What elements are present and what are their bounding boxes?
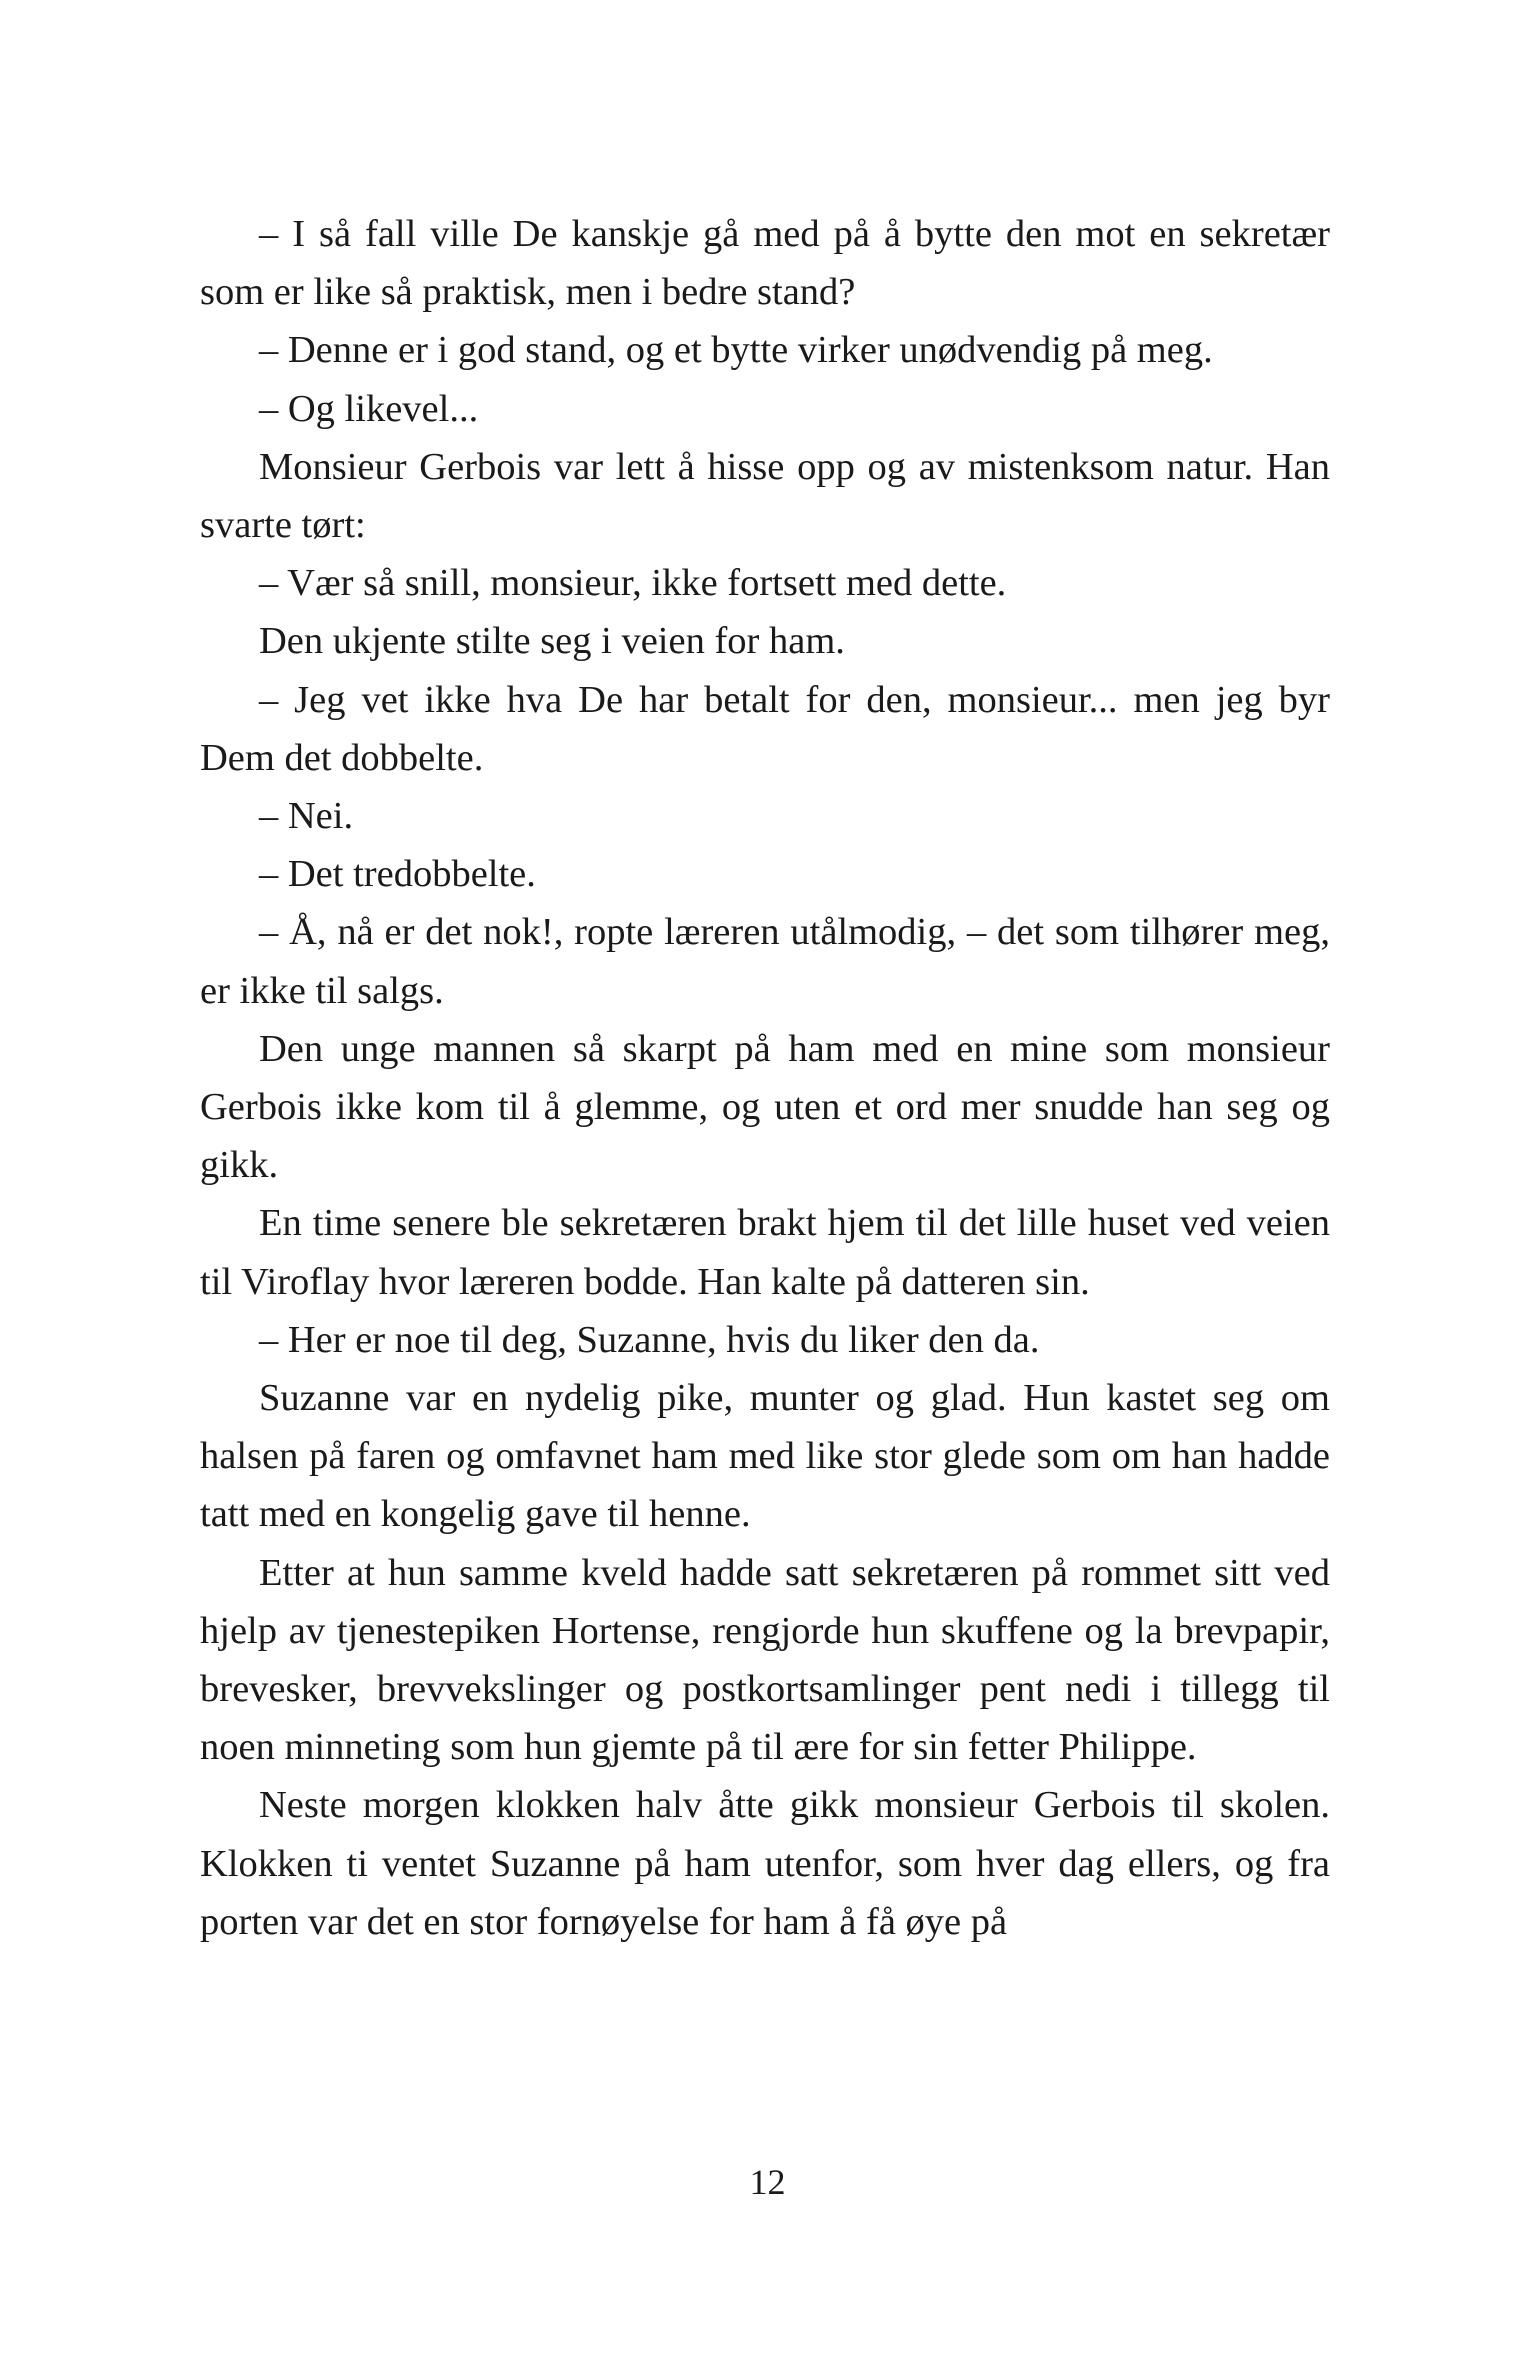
paragraph: – Denne er i god stand, og et bytte virker unødvendig på meg. bbox=[259, 329, 1213, 372]
paragraph: – Jeg vet ikke hva De har betalt for den, monsieur... men jeg byr Dem det dobbelte. bbox=[200, 678, 1330, 779]
paragraph: – I så fall ville De kanskje gå med på å bytte den mot en sekretær som er like så praktisk, men i bedre stand? bbox=[200, 213, 1330, 314]
paragraph: En time senere ble sekretæren brakt hjem til det lille huset ved veien til Viroflay hvor læreren bodde. Han kalte på datteren sin. bbox=[200, 1202, 1330, 1303]
paragraph: Etter at hun samme kveld hadde satt sekretæren på rommet sitt ved hjelp av tjenestepiken Hortense, rengjorde hun skuffene og la brevpapir, brevesker, brevvekslinger og postkortsamlinger pent nedi i tillegg til noen minneting som hun gjemte på til ære for sin fetter Philippe. bbox=[200, 1551, 1330, 1769]
paragraph: Monsieur Gerbois var lett å hisse opp og av mistenksom natur. Han svarte tørt: bbox=[200, 445, 1330, 547]
paragraph: – Her er noe til deg, Suzanne, hvis du liker den da. bbox=[259, 1318, 1040, 1361]
paragraph: Neste morgen klokken halv åtte gikk monsieur Gerbois til skolen. Klokken ti ventet Suzanne på ham utenfor, som hver dag ellers, og fra porten var det en stor fornøyelse for ham å få øye på bbox=[200, 1784, 1330, 1943]
paragraph: Den unge mannen så skarpt på ham med en mine som monsieur Gerbois ikke kom til å glemme, og uten et ord mer snudde han seg og gikk. bbox=[200, 1027, 1330, 1187]
paragraph: – Og likevel... bbox=[259, 387, 479, 430]
paragraph: Suzanne var en nydelig pike, munter og glad. Hun kastet seg om halsen på faren og omfavnet ham med like stor glede som om han hadde tatt med en kongelig gave til henne. bbox=[200, 1377, 1330, 1536]
page-number: 12 bbox=[749, 2162, 786, 2202]
paragraph: – Vær så snill, monsieur, ikke fortsett med dette. bbox=[259, 562, 1007, 605]
paragraph: – Nei. bbox=[259, 795, 354, 838]
body-text bbox=[200, 205, 1330, 1951]
paragraph: – Å, nå er det nok!, ropte læreren utålmodig, – det som tilhører meg, er ikke til salgs. bbox=[200, 911, 1330, 1012]
paragraph: – Det tredobbelte. bbox=[259, 853, 536, 896]
paragraph: Den ukjente stilte seg i veien for ham. bbox=[259, 620, 845, 663]
